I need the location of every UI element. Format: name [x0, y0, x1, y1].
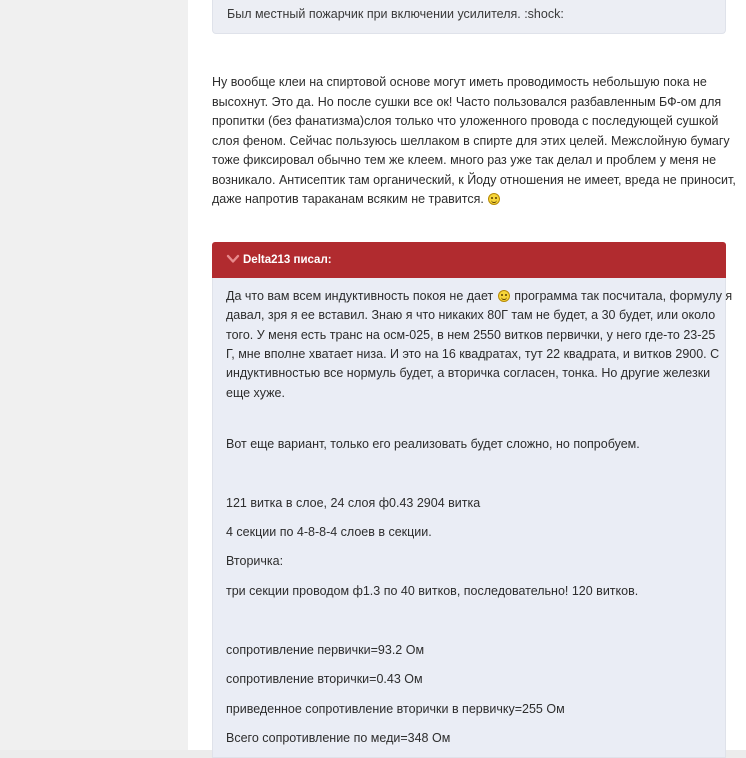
post-text-line-last: даже напротив тараканам всяким не травится.	[212, 190, 726, 210]
quote-line: приведенное сопротивление вторички в первичку=255 Ом	[226, 702, 565, 716]
quote-line: сопротивление первички=93.2 Ом	[226, 643, 425, 657]
quote-line: 121 витка в слое, 24 слоя ф0.43 2904 витка	[226, 496, 481, 510]
post-text-line: слоя феном. Сейчас пользуюсь шеллаком в спирте для этих целей. Межслойную бумагу	[212, 133, 730, 148]
previous-quote-text: Был местный пожарчик при включении усилителя. :shock:	[227, 7, 564, 21]
post-message-body	[212, 73, 736, 210]
quote-line: Вторичка:	[226, 554, 284, 568]
smiley-icon	[498, 290, 510, 302]
previous-quote-block	[212, 0, 726, 34]
post-text-line: возникало. Антисептик там органический, к Йоду отношения не имеет, вреда не приносит,	[212, 172, 736, 187]
quote-line: Да что вам всем индуктивность покоя не дает программа так посчитала, формулу я	[226, 289, 733, 303]
post-text-line: Ну вообще клеи на спиртовой основе могут иметь проводимость небольшую пока не	[212, 75, 707, 89]
smiley-icon	[488, 193, 500, 205]
quote-line: 4 секции по 4-8-8-4 слоев в секции.	[226, 525, 432, 539]
quote-line: того. У меня есть транс на осм-025, в нем 2550 витков первички, у него где-то 23-25	[226, 327, 716, 342]
quote-line: Вот еще вариант, только его реализовать будет сложно, но попробуем.	[226, 437, 640, 451]
quote-line: еще хуже.	[226, 385, 285, 400]
quote-header[interactable]	[212, 242, 726, 278]
quote-line: три секции проводом ф1.3 по 40 витков, последовательно! 120 витков.	[226, 584, 639, 598]
quote-body	[212, 278, 733, 758]
post-text-line: тоже фиксировал обычно тем же клеем. много раз уже так делал и проблем у меня не	[212, 153, 717, 167]
chevron-down-icon[interactable]	[226, 253, 240, 265]
quote-line: сопротивление вторички=0.43 Ом	[226, 672, 423, 686]
quote-line: Г, мне вполне хватает низа. И это на 16 квадратах, тут 22 квадрата, и витков 2900. С	[226, 347, 720, 361]
left-gutter	[0, 0, 188, 750]
quote-line: Всего сопротивление по меди=348 Ом	[226, 731, 451, 745]
quote-author[interactable]: Delta213 писал:	[243, 254, 332, 266]
quote-line: давал, зря я ее вставил. Знаю я что никаких 80Г там не будет, а 30 будет, или около	[226, 308, 716, 322]
quote-line: индуктивностью все нормуль будет, а вторичка согласен, тонка. Но другие железки	[226, 366, 711, 380]
post-text-line: высохнут. Это да. Но после сушки все ок! Часто пользовался разбавленным БФ-ом для	[212, 94, 722, 109]
post-text-line: пропитки (без фанатизма)слоя только что уложенного провода с последующей сушкой	[212, 114, 719, 128]
